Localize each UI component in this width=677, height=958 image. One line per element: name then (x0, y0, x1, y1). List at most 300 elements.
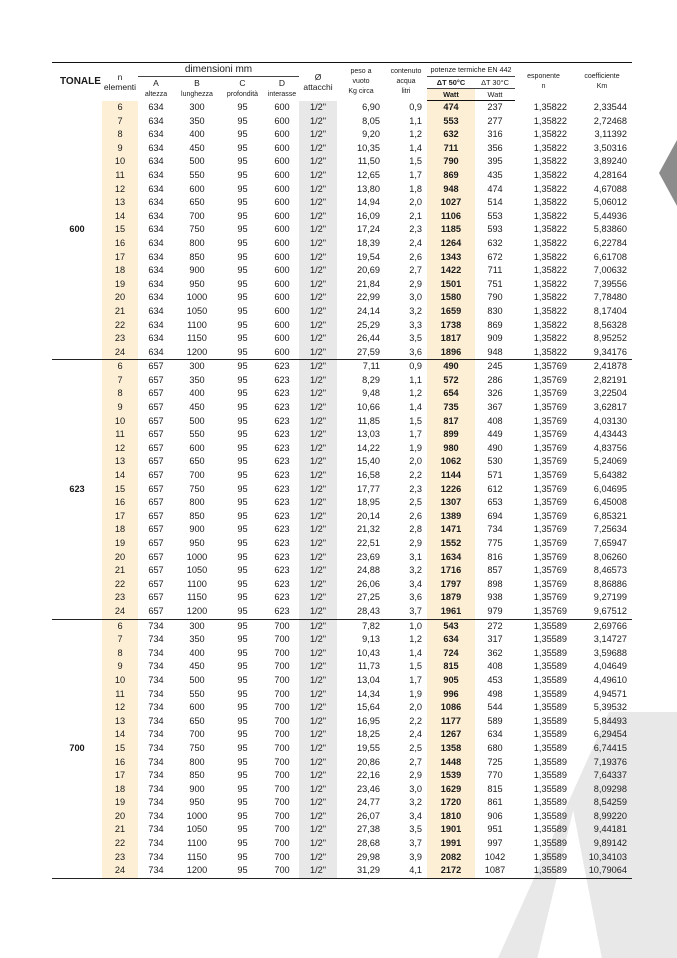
cell-lunghezza: 550 (189, 169, 205, 180)
cell-peso: 25,29 (357, 319, 380, 330)
cell-coefficiente: 7,19376 (593, 756, 628, 767)
cell-altezza: 634 (148, 169, 164, 180)
cell-watt-50: 790 (427, 155, 475, 169)
cell-profondita: 95 (237, 497, 248, 508)
table-row (52, 442, 632, 456)
cell-watt-30: 898 (487, 578, 503, 589)
cell-coefficiente: 9,67512 (572, 605, 632, 619)
cell-lunghezza: 650 (189, 197, 205, 208)
cell-altezza: 634 (138, 346, 174, 360)
cell-attacchi: 1/2" (299, 796, 337, 810)
cell-lunghezza: 950 (189, 278, 205, 289)
cell-lunghezza: 1050 (186, 305, 208, 316)
cell-coefficiente: 8,54259 (593, 797, 628, 808)
cell-n-elementi: 9 (102, 401, 138, 415)
cell-watt-30: 474 (487, 183, 503, 194)
cell-interasse: 623 (274, 497, 290, 508)
cell-peso: 16,09 (357, 210, 380, 221)
cell-watt-50: 2172 (427, 864, 475, 878)
cell-esponente: 1,35769 (533, 524, 568, 535)
cell-esponente: 1,35769 (533, 361, 568, 372)
table-row (52, 564, 632, 578)
cell-contenuto: 0,9 (409, 101, 422, 112)
cell-attacchi: 1/2" (299, 864, 337, 878)
table-row (52, 115, 632, 129)
cell-coefficiente: 7,64337 (593, 770, 628, 781)
cell-esponente: 1,35769 (533, 483, 568, 494)
cell-contenuto: 1,2 (409, 634, 422, 645)
cell-attacchi: 1/2" (299, 251, 337, 265)
cell-watt-50: 1358 (427, 742, 475, 756)
table-row (52, 251, 632, 265)
cell-lunghezza: 500 (189, 156, 205, 167)
cell-n-elementi: 24 (102, 864, 138, 878)
cell-coefficiente: 2,69766 (593, 620, 628, 631)
cell-n-elementi: 21 (102, 823, 138, 837)
cell-watt-50: 735 (427, 401, 475, 415)
cell-lunghezza: 1050 (186, 565, 208, 576)
cell-lunghezza: 450 (189, 661, 205, 672)
cell-attacchi: 1/2" (299, 305, 337, 319)
cell-contenuto: 2,0 (409, 456, 422, 467)
cell-contenuto: 3,0 (409, 783, 422, 794)
cell-esponente: 1,35822 (533, 129, 568, 140)
cell-lunghezza: 350 (189, 115, 205, 126)
cell-peso: 27,38 (357, 824, 380, 835)
cell-attacchi: 1/2" (299, 101, 337, 115)
cell-coefficiente: 2,72468 (593, 115, 628, 126)
cell-watt-50: 1901 (427, 823, 475, 837)
cell-watt-30: 453 (487, 674, 503, 685)
cell-peso: 29,98 (357, 851, 380, 862)
cell-contenuto: 0,9 (409, 361, 422, 372)
table-row (52, 319, 632, 333)
cell-watt-30: 906 (487, 810, 503, 821)
cell-contenuto: 2,1 (409, 210, 422, 221)
cell-profondita: 95 (237, 319, 248, 330)
radiator-spec-table (52, 62, 632, 879)
cell-altezza: 657 (148, 538, 164, 548)
cell-watt-30: 770 (487, 770, 503, 781)
cell-watt-50: 1738 (427, 319, 475, 333)
cell-altezza: 634 (148, 292, 164, 303)
cell-peso: 26,07 (357, 810, 380, 821)
cell-peso: 16,58 (357, 470, 380, 481)
cell-attacchi: 1/2" (299, 851, 337, 865)
table-row (52, 142, 632, 156)
cell-watt-30: 435 (487, 169, 503, 180)
table-row (52, 769, 632, 783)
cell-coefficiente: 6,22784 (593, 237, 628, 248)
cell-attacchi: 1/2" (299, 742, 337, 756)
cell-coefficiente: 7,00632 (593, 265, 628, 276)
cell-coefficiente: 5,83860 (593, 224, 628, 235)
cell-lunghezza: 1000 (186, 810, 208, 821)
cell-watt-30: 408 (487, 661, 503, 672)
cell-profondita: 95 (237, 374, 248, 385)
cell-watt-50: 1797 (427, 578, 475, 592)
cell-profondita: 95 (237, 388, 248, 399)
cell-attacchi: 1/2" (299, 237, 337, 251)
table-row (52, 455, 632, 469)
header-peso: peso a vuoto Kg circa (337, 63, 385, 101)
cell-coefficiente: 2,41878 (593, 361, 628, 372)
cell-coefficiente: 5,44936 (593, 210, 628, 221)
cell-altezza: 657 (148, 456, 164, 467)
cell-attacchi: 1/2" (299, 810, 337, 824)
cell-lunghezza: 750 (189, 742, 205, 753)
table-row (52, 223, 632, 237)
cell-watt-30: 317 (487, 634, 503, 645)
cell-lunghezza: 1100 (187, 578, 207, 589)
table-row (52, 360, 632, 374)
cell-peso: 28,43 (337, 605, 385, 619)
cell-esponente: 1,35589 (533, 742, 568, 753)
cell-profondita: 95 (237, 129, 248, 140)
table-row (52, 728, 632, 742)
cell-n-elementi: 24 (102, 346, 138, 360)
cell-peso: 24,88 (357, 565, 380, 576)
cell-altezza: 657 (138, 605, 174, 619)
cell-watt-50: 1264 (427, 237, 475, 251)
cell-n-elementi: 19 (102, 278, 138, 292)
cell-esponente: 1,35589 (533, 661, 568, 672)
header-coefficiente: coefficiente Km (572, 63, 632, 101)
cell-peso: 6,90 (362, 101, 380, 112)
cell-watt-30: 245 (487, 361, 503, 372)
cell-contenuto: 2,3 (409, 483, 422, 494)
cell-coefficiente: 3,11392 (594, 129, 628, 140)
cell-contenuto: 3,0 (409, 292, 422, 303)
cell-lunghezza: 950 (189, 797, 205, 808)
cell-watt-50: 1086 (427, 701, 475, 715)
cell-esponente: 1,35769 (533, 388, 568, 399)
cell-profondita: 95 (237, 797, 248, 808)
cell-coefficiente: 10,79064 (572, 864, 632, 878)
cell-attacchi: 1/2" (299, 769, 337, 783)
cell-peso: 21,84 (357, 278, 380, 289)
cell-profondita: 95 (237, 729, 248, 740)
cell-n-elementi: 9 (102, 142, 138, 156)
cell-peso: 9,48 (362, 388, 380, 399)
cell-peso: 13,03 (357, 429, 380, 440)
cell-altezza: 657 (148, 551, 164, 562)
cell-watt-50: 1580 (427, 291, 475, 305)
cell-profondita: 95 (237, 538, 248, 548)
cell-esponente: 1,35589 (533, 688, 568, 699)
cell-profondita: 95 (237, 415, 248, 426)
cell-esponente: 1,35769 (533, 442, 568, 453)
table-row (52, 387, 632, 401)
cell-attacchi: 1/2" (299, 619, 337, 633)
cell-watt-30: 632 (487, 237, 503, 248)
cell-attacchi: 1/2" (299, 469, 337, 483)
cell-coefficiente: 6,85321 (593, 510, 628, 521)
cell-interasse: 700 (274, 729, 290, 740)
cell-lunghezza: 400 (189, 647, 205, 658)
cell-watt-30: 544 (487, 702, 503, 713)
cell-altezza: 634 (148, 210, 164, 221)
cell-peso: 23,46 (357, 783, 380, 794)
cell-profondita: 95 (237, 442, 248, 453)
cell-interasse: 600 (274, 292, 290, 303)
cell-peso: 17,77 (357, 483, 380, 494)
cell-n-elementi: 19 (102, 537, 138, 551)
cell-profondita: 95 (237, 101, 248, 112)
cell-altezza: 657 (148, 429, 164, 440)
cell-coefficiente: 4,83756 (593, 442, 628, 453)
cell-lunghezza: 1100 (187, 838, 207, 849)
cell-watt-30: 514 (487, 197, 503, 208)
cell-n-elementi: 13 (102, 455, 138, 469)
cell-interasse: 600 (274, 115, 290, 126)
cell-esponente: 1,35769 (533, 374, 568, 385)
cell-altezza: 657 (148, 497, 164, 508)
cell-watt-30: 672 (487, 251, 503, 262)
header-dimensioni: dimensioni mm (138, 63, 299, 77)
cell-esponente: 1,35822 (533, 305, 568, 316)
cell-interasse: 700 (274, 810, 290, 821)
cell-lunghezza: 1100 (187, 319, 207, 330)
cell-interasse: 700 (274, 756, 290, 767)
cell-lunghezza: 1000 (186, 551, 208, 562)
cell-watt-50: 634 (427, 633, 475, 647)
cell-attacchi: 1/2" (299, 278, 337, 292)
table-row (52, 510, 632, 524)
cell-altezza: 657 (148, 402, 164, 413)
cell-lunghezza: 800 (189, 756, 205, 767)
cell-lunghezza: 400 (189, 388, 205, 399)
cell-esponente: 1,35769 (533, 456, 568, 467)
cell-attacchi: 1/2" (299, 183, 337, 197)
cell-profondita: 95 (237, 810, 248, 821)
cell-watt-30: 395 (487, 156, 503, 167)
cell-interasse: 600 (274, 265, 290, 276)
header-tonale: TONALE (52, 63, 102, 101)
cell-esponente: 1,35589 (533, 770, 568, 781)
cell-esponente: 1,35822 (533, 319, 568, 330)
cell-interasse: 623 (274, 388, 290, 399)
cell-altezza: 734 (148, 647, 164, 658)
table-row (52, 496, 632, 510)
cell-esponente: 1,35589 (533, 715, 568, 726)
cell-lunghezza: 800 (189, 497, 205, 508)
cell-esponente: 1,35769 (533, 510, 568, 521)
table-row (52, 537, 632, 551)
cell-watt-30: 593 (487, 224, 503, 235)
cell-watt-30: 711 (487, 265, 503, 276)
cell-n-elementi: 23 (102, 332, 138, 346)
cell-coefficiente: 8,46573 (593, 565, 628, 576)
header-contenuto: contenuto acqua litri (385, 63, 427, 101)
cell-watt-30: 869 (487, 319, 503, 330)
cell-watt-30: 490 (487, 442, 503, 453)
cell-interasse: 600 (274, 169, 290, 180)
cell-contenuto: 1,1 (409, 115, 422, 126)
cell-esponente: 1,35769 (533, 578, 568, 589)
cell-altezza: 734 (148, 756, 164, 767)
cell-coefficiente: 5,06012 (593, 197, 628, 208)
cell-attacchi: 1/2" (299, 496, 337, 510)
cell-profondita: 95 (237, 578, 248, 589)
table-row (52, 332, 632, 346)
cell-peso: 24,14 (357, 305, 380, 316)
cell-lunghezza: 550 (189, 688, 205, 699)
cell-profondita: 95 (237, 524, 248, 535)
cell-contenuto: 3,6 (385, 346, 427, 360)
cell-watt-30: 589 (487, 715, 503, 726)
cell-watt-50: 1389 (427, 510, 475, 524)
cell-altezza: 657 (148, 578, 164, 589)
cell-contenuto: 2,4 (409, 729, 422, 740)
cell-profondita: 95 (237, 742, 248, 753)
cell-watt-30: 951 (487, 824, 503, 835)
cell-watt-30: 653 (487, 497, 503, 508)
table-row (52, 237, 632, 251)
cell-n-elementi: 6 (102, 619, 138, 633)
cell-contenuto: 1,2 (409, 129, 422, 140)
cell-n-elementi: 6 (102, 101, 138, 115)
cell-altezza: 657 (148, 510, 164, 521)
cell-n-elementi: 11 (102, 688, 138, 702)
cell-watt-50: 490 (427, 360, 475, 374)
cell-attacchi: 1/2" (299, 728, 337, 742)
cell-profondita: 95 (237, 210, 248, 221)
cell-profondita: 95 (237, 483, 248, 494)
cell-altezza: 734 (148, 729, 164, 740)
header-esponente: esponente n (515, 63, 572, 101)
cell-n-elementi: 13 (102, 196, 138, 210)
cell-attacchi: 1/2" (299, 223, 337, 237)
cell-coefficiente: 4,43443 (593, 429, 628, 440)
cell-coefficiente: 4,49610 (593, 674, 628, 685)
cell-contenuto: 3,5 (409, 824, 422, 835)
cell-attacchi: 1/2" (299, 374, 337, 388)
cell-profondita: 95 (237, 292, 248, 303)
cell-lunghezza: 800 (189, 237, 205, 248)
cell-watt-30: 316 (487, 129, 503, 140)
cell-watt-50: 815 (427, 660, 475, 674)
cell-watt-30: 694 (487, 510, 503, 521)
cell-watt-30: 948 (475, 346, 515, 360)
cell-contenuto: 3,4 (409, 810, 422, 821)
cell-contenuto: 1,5 (409, 661, 422, 672)
cell-interasse: 623 (274, 483, 290, 494)
cell-watt-50: 1501 (427, 278, 475, 292)
cell-lunghezza: 700 (189, 470, 205, 481)
cell-lunghezza: 750 (189, 224, 205, 235)
cell-lunghezza: 450 (189, 142, 205, 153)
cell-lunghezza: 850 (189, 770, 205, 781)
cell-watt-50: 1027 (427, 196, 475, 210)
cell-profondita: 95 (237, 770, 248, 781)
cell-n-elementi: 22 (102, 578, 138, 592)
table-row (52, 155, 632, 169)
cell-altezza: 734 (148, 634, 164, 645)
cell-watt-50: 1106 (427, 210, 475, 224)
cell-lunghezza: 850 (189, 251, 205, 262)
cell-esponente: 1,35589 (515, 864, 572, 878)
cell-altezza: 634 (148, 115, 164, 126)
cell-lunghezza: 900 (189, 783, 205, 794)
cell-attacchi: 1/2" (299, 510, 337, 524)
cell-profondita: 95 (237, 565, 248, 576)
cell-esponente: 1,35822 (533, 101, 568, 112)
cell-profondita: 95 (237, 551, 248, 562)
cell-watt-50: 869 (427, 169, 475, 183)
cell-peso: 22,51 (357, 538, 380, 548)
cell-contenuto: 1,7 (409, 674, 422, 685)
cell-profondita: 95 (237, 429, 248, 440)
cell-peso: 17,24 (357, 224, 380, 235)
cell-n-elementi: 15 (102, 742, 138, 756)
cell-profondita: 95 (237, 156, 248, 167)
cell-altezza: 657 (148, 361, 164, 372)
table-row (52, 660, 632, 674)
cell-profondita: 95 (220, 605, 265, 619)
cell-n-elementi: 10 (102, 155, 138, 169)
cell-watt-50: 1448 (427, 756, 475, 770)
cell-lunghezza: 350 (189, 374, 205, 385)
cell-profondita: 95 (237, 305, 248, 316)
cell-watt-30: 979 (475, 605, 515, 619)
cell-profondita: 95 (237, 661, 248, 672)
cell-esponente: 1,35822 (533, 210, 568, 221)
cell-interasse: 600 (274, 197, 290, 208)
cell-profondita: 95 (237, 674, 248, 685)
section-tab-marker (659, 140, 677, 206)
cell-attacchi: 1/2" (299, 701, 337, 715)
table-row (52, 264, 632, 278)
cell-altezza: 634 (148, 197, 164, 208)
cell-peso: 18,39 (357, 237, 380, 248)
cell-interasse: 623 (274, 524, 290, 535)
cell-contenuto: 1,4 (409, 402, 422, 413)
cell-watt-30: 530 (487, 456, 503, 467)
cell-altezza: 657 (148, 565, 164, 576)
cell-profondita: 95 (237, 197, 248, 208)
cell-contenuto: 3,1 (409, 551, 422, 562)
cell-altezza: 734 (148, 661, 164, 672)
cell-coefficiente: 9,34176 (572, 346, 632, 360)
cell-profondita: 95 (237, 756, 248, 767)
cell-watt-30: 790 (487, 292, 503, 303)
header-attacchi: Ø attacchi (299, 63, 337, 101)
cell-watt-30: 326 (487, 388, 503, 399)
cell-lunghezza: 600 (189, 442, 205, 453)
cell-watt-50: 1991 (427, 837, 475, 851)
cell-esponente: 1,35822 (533, 333, 568, 344)
cell-profondita: 95 (237, 333, 248, 344)
cell-coefficiente: 3,22504 (593, 388, 628, 399)
cell-interasse: 700 (274, 742, 290, 753)
cell-altezza: 634 (148, 156, 164, 167)
cell-watt-50: 1716 (427, 564, 475, 578)
cell-coefficiente: 5,64382 (593, 470, 628, 481)
cell-watt-50: 1422 (427, 264, 475, 278)
cell-esponente: 1,35769 (533, 565, 568, 576)
cell-coefficiente: 3,59688 (593, 647, 628, 658)
cell-peso: 7,82 (362, 620, 380, 631)
group-label: 600 (52, 101, 102, 360)
cell-peso: 15,64 (357, 702, 380, 713)
cell-peso: 10,43 (357, 647, 380, 658)
cell-lunghezza: 1200 (174, 346, 220, 360)
cell-contenuto: 1,4 (409, 647, 422, 658)
cell-coefficiente: 8,56328 (593, 319, 628, 330)
cell-n-elementi: 15 (102, 223, 138, 237)
cell-watt-30: 1042 (484, 851, 506, 862)
